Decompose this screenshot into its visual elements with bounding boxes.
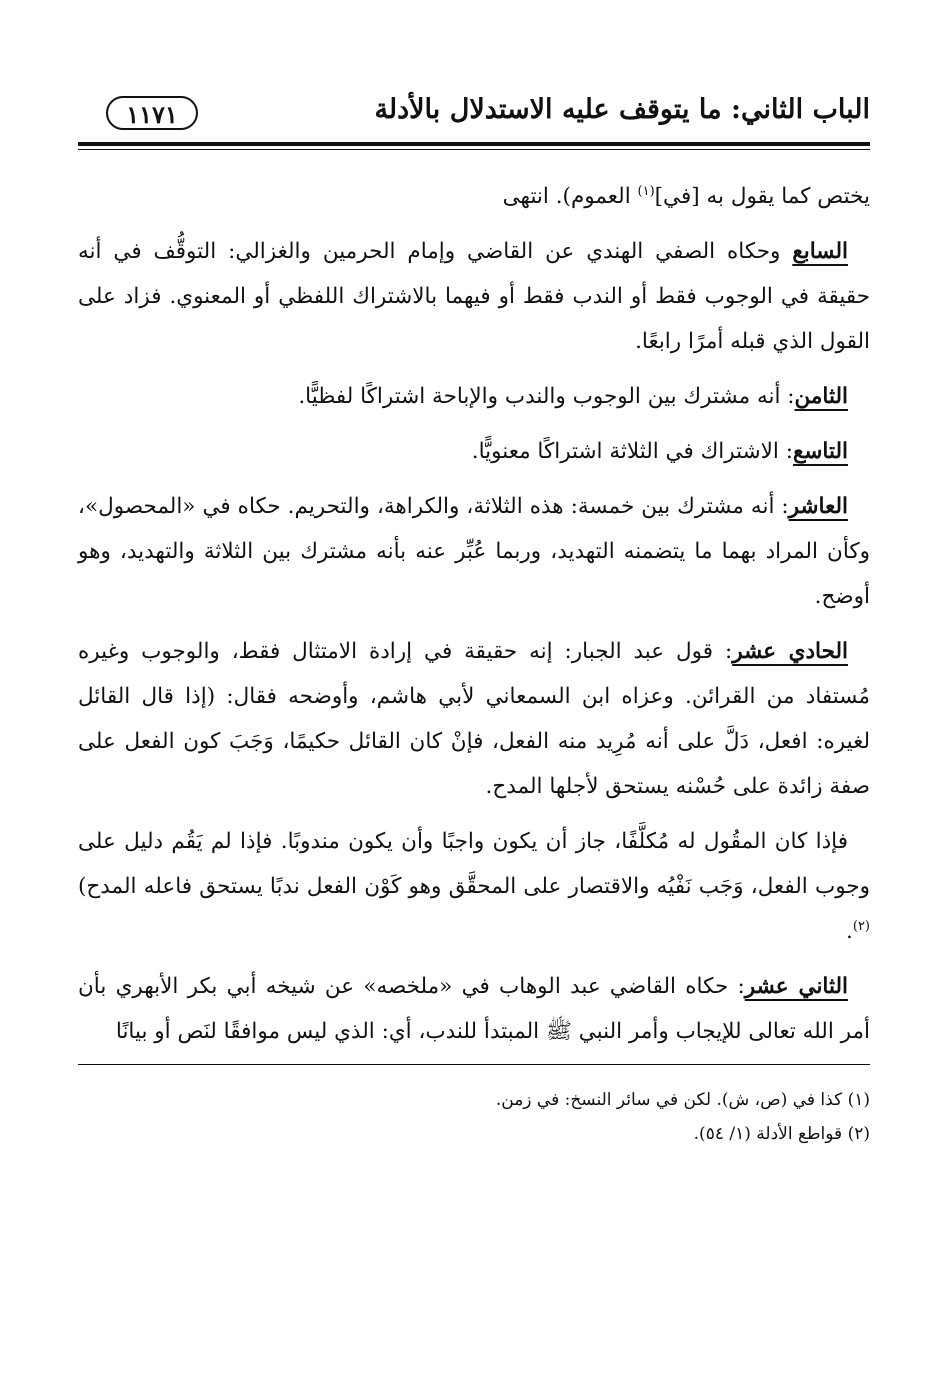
- paragraph-text: : الاشتراك في الثلاثة اشتراكًا معنويًّا.: [471, 439, 793, 464]
- chapter-title: الباب الثاني: ما يتوقف عليه الاستدلال بالأدلة: [374, 94, 870, 125]
- paragraph-seventh: [78, 229, 870, 364]
- page-number-badge: ١١٧١: [106, 96, 198, 130]
- paragraph-eighth: [78, 374, 870, 419]
- paragraph-text: : قول عبد الجبار: إنه حقيقة في إرادة الامتثال فقط، والوجوب وغيره مُستفاد من القرائن. وعزاه ابن السمعاني لأبي هاشم، وأوضحه فقال: (إذا قال القائل لغيره: افعل، دَلَّ على أنه مُرِيد منه الفعل، فإنْ كان القائل حكيمًا، وَجَبَ كون الفعل على صفة زائدة على حُسْنه يستحق لأجلها المدح.: [78, 639, 870, 799]
- footnote-1: (١) كذا في (ص، ش). لكن في سائر النسخ: في زمن.: [495, 1090, 870, 1110]
- paragraph-text: وحكاه الصفي الهندي عن القاضي وإمام الحرمين والغزالي: التوقُّف في أنه حقيقة في الوجوب فقط أو الندب فقط أو فيهما بالاشتراك اللفظي أو المعنوي. فزاد على القول الذي قبله أمرًا رابعًا.: [78, 239, 870, 354]
- footnote-ref[interactable]: (١): [637, 183, 655, 199]
- section-keyword: الثاني عشر: [744, 974, 848, 999]
- section-keyword: العاشر: [788, 494, 848, 519]
- section-keyword: السابع: [792, 239, 848, 264]
- book-page: [78, 90, 870, 1151]
- paragraph-quote-continuation: [78, 819, 870, 954]
- footnote-ref[interactable]: (٢): [852, 918, 870, 934]
- main-text: [78, 174, 870, 1054]
- paragraph-text: : أنه مشترك بين خمسة: هذه الثلاثة، والكراهة، والتحريم. حكاه في «المحصول»، وكأن المراد بهما ما يتضمنه التهديد، وربما عُبِّر عنه بأنه مشترك بين الثلاثة والتهديد، وهو أوضح.: [78, 494, 870, 609]
- paragraph-continuation: [78, 174, 870, 219]
- paragraph-tenth: [78, 484, 870, 619]
- footnote-2: (٢) قواطع الأدلة (١/ ٥٤).: [693, 1124, 870, 1144]
- paragraph-text: : حكاه القاضي عبد الوهاب في «ملخصه» عن شيخه أبي بكر الأبهري بأن أمر الله تعالى للإيجاب وأمر النبي ﷺ المبتدأ للندب، أي: الذي ليس موافقًا لنَص أو بيانًا: [78, 974, 870, 1044]
- section-keyword: الثامن: [794, 384, 848, 409]
- paragraph-eleventh: [78, 629, 870, 809]
- footnote-separator: [78, 1064, 870, 1065]
- header-rule: [78, 142, 870, 146]
- footnotes: [78, 1083, 870, 1151]
- page-header: [78, 90, 870, 142]
- section-keyword: التاسع: [792, 439, 848, 464]
- paragraph-text: : أنه مشترك بين الوجوب والندب والإباحة اشتراكًا لفظيًّا.: [298, 384, 795, 409]
- paragraph-text: يختص كما يقول به [في]: [654, 184, 870, 209]
- paragraph-text: العموم). انتهى: [502, 184, 638, 209]
- paragraph-text: فإذا كان المقُول له مُكلَّفًا، جاز أن يكون واجبًا وأن يكون مندوبًا. فإذا لم يَقُم دليل على وجوب الفعل، وَجَب نَفْيُه والاقتصار على المحقَّق وهو كَوْن الفعل ندبًا يستحق فاعله المدح): [78, 829, 870, 899]
- header-rule-thin: [78, 149, 870, 150]
- paragraph-twelfth: [78, 964, 870, 1054]
- section-keyword: الحادي عشر: [732, 639, 848, 664]
- paragraph-text: .: [846, 919, 853, 944]
- paragraph-ninth: [78, 429, 870, 474]
